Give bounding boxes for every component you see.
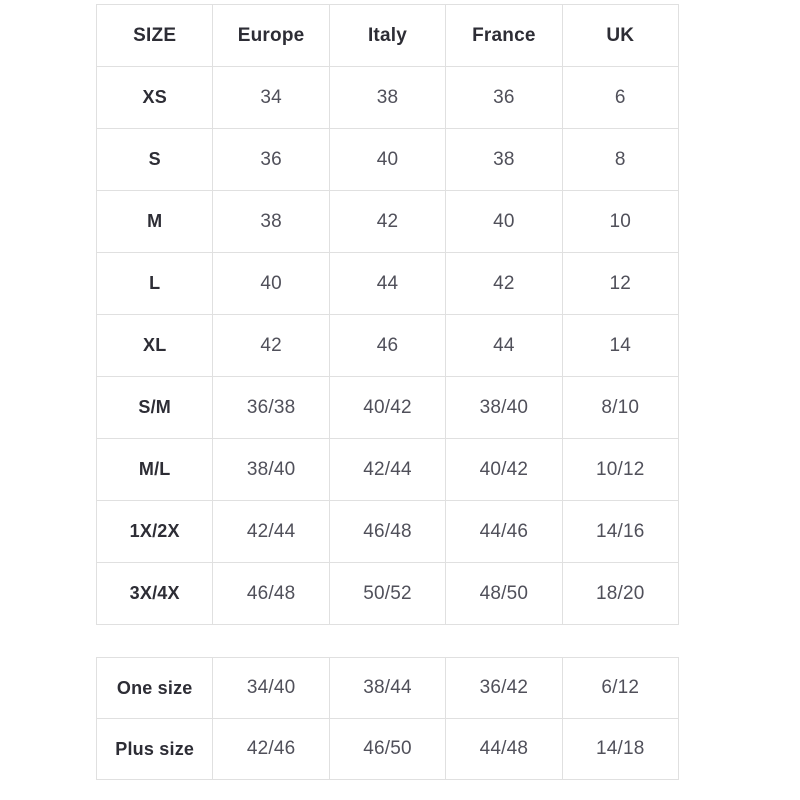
value-cell: 38/40	[213, 439, 329, 501]
row-label-cell: XS	[97, 67, 213, 129]
row-label-cell: M/L	[97, 439, 213, 501]
value-cell: 6/12	[562, 658, 678, 719]
value-cell: 42/44	[213, 501, 329, 563]
value-cell: 42/44	[329, 439, 445, 501]
row-label-cell: S/M	[97, 377, 213, 439]
value-cell: 42/46	[213, 719, 329, 780]
value-cell: 38/40	[446, 377, 562, 439]
value-cell: 40	[329, 129, 445, 191]
value-cell: 14	[562, 315, 678, 377]
special-size-table	[96, 657, 679, 780]
row-label-cell: XL	[97, 315, 213, 377]
row-label-cell: M	[97, 191, 213, 253]
header-row	[97, 5, 679, 67]
value-cell: 18/20	[562, 563, 678, 625]
value-cell: 46/48	[329, 501, 445, 563]
value-cell: 44	[446, 315, 562, 377]
table-row-1x-2x	[97, 501, 679, 563]
column-header-uk: UK	[562, 5, 678, 67]
value-cell: 44/46	[446, 501, 562, 563]
table-row-s	[97, 129, 679, 191]
row-label-cell: L	[97, 253, 213, 315]
size-conversion-table	[96, 4, 679, 625]
table-row-m	[97, 191, 679, 253]
value-cell: 40	[213, 253, 329, 315]
value-cell: 36/38	[213, 377, 329, 439]
value-cell: 44	[329, 253, 445, 315]
value-cell: 8	[562, 129, 678, 191]
value-cell: 38	[213, 191, 329, 253]
value-cell: 10	[562, 191, 678, 253]
value-cell: 12	[562, 253, 678, 315]
table-row-m-l	[97, 439, 679, 501]
table-row-3x-4x	[97, 563, 679, 625]
value-cell: 14/18	[562, 719, 678, 780]
value-cell: 38	[446, 129, 562, 191]
row-label-cell: Plus size	[97, 719, 213, 780]
table-row-plus-size	[97, 719, 679, 780]
column-header-size: SIZE	[97, 5, 213, 67]
row-label-cell: One size	[97, 658, 213, 719]
value-cell: 6	[562, 67, 678, 129]
value-cell: 40	[446, 191, 562, 253]
value-cell: 36/42	[446, 658, 562, 719]
row-label-cell: 3X/4X	[97, 563, 213, 625]
value-cell: 42	[329, 191, 445, 253]
value-cell: 10/12	[562, 439, 678, 501]
value-cell: 40/42	[329, 377, 445, 439]
value-cell: 46	[329, 315, 445, 377]
value-cell: 42	[446, 253, 562, 315]
table-row-xs	[97, 67, 679, 129]
value-cell: 34/40	[213, 658, 329, 719]
value-cell: 38	[329, 67, 445, 129]
row-label-cell: 1X/2X	[97, 501, 213, 563]
value-cell: 40/42	[446, 439, 562, 501]
value-cell: 8/10	[562, 377, 678, 439]
value-cell: 46/48	[213, 563, 329, 625]
value-cell: 42	[213, 315, 329, 377]
value-cell: 14/16	[562, 501, 678, 563]
column-header-europe: Europe	[213, 5, 329, 67]
column-header-italy: Italy	[329, 5, 445, 67]
value-cell: 44/48	[446, 719, 562, 780]
value-cell: 50/52	[329, 563, 445, 625]
table-row-xl	[97, 315, 679, 377]
table-row-one-size	[97, 658, 679, 719]
value-cell: 34	[213, 67, 329, 129]
column-header-france: France	[446, 5, 562, 67]
row-label-cell: S	[97, 129, 213, 191]
table-row-l	[97, 253, 679, 315]
value-cell: 46/50	[329, 719, 445, 780]
value-cell: 36	[446, 67, 562, 129]
value-cell: 48/50	[446, 563, 562, 625]
value-cell: 36	[213, 129, 329, 191]
table-row-s-m	[97, 377, 679, 439]
value-cell: 38/44	[329, 658, 445, 719]
